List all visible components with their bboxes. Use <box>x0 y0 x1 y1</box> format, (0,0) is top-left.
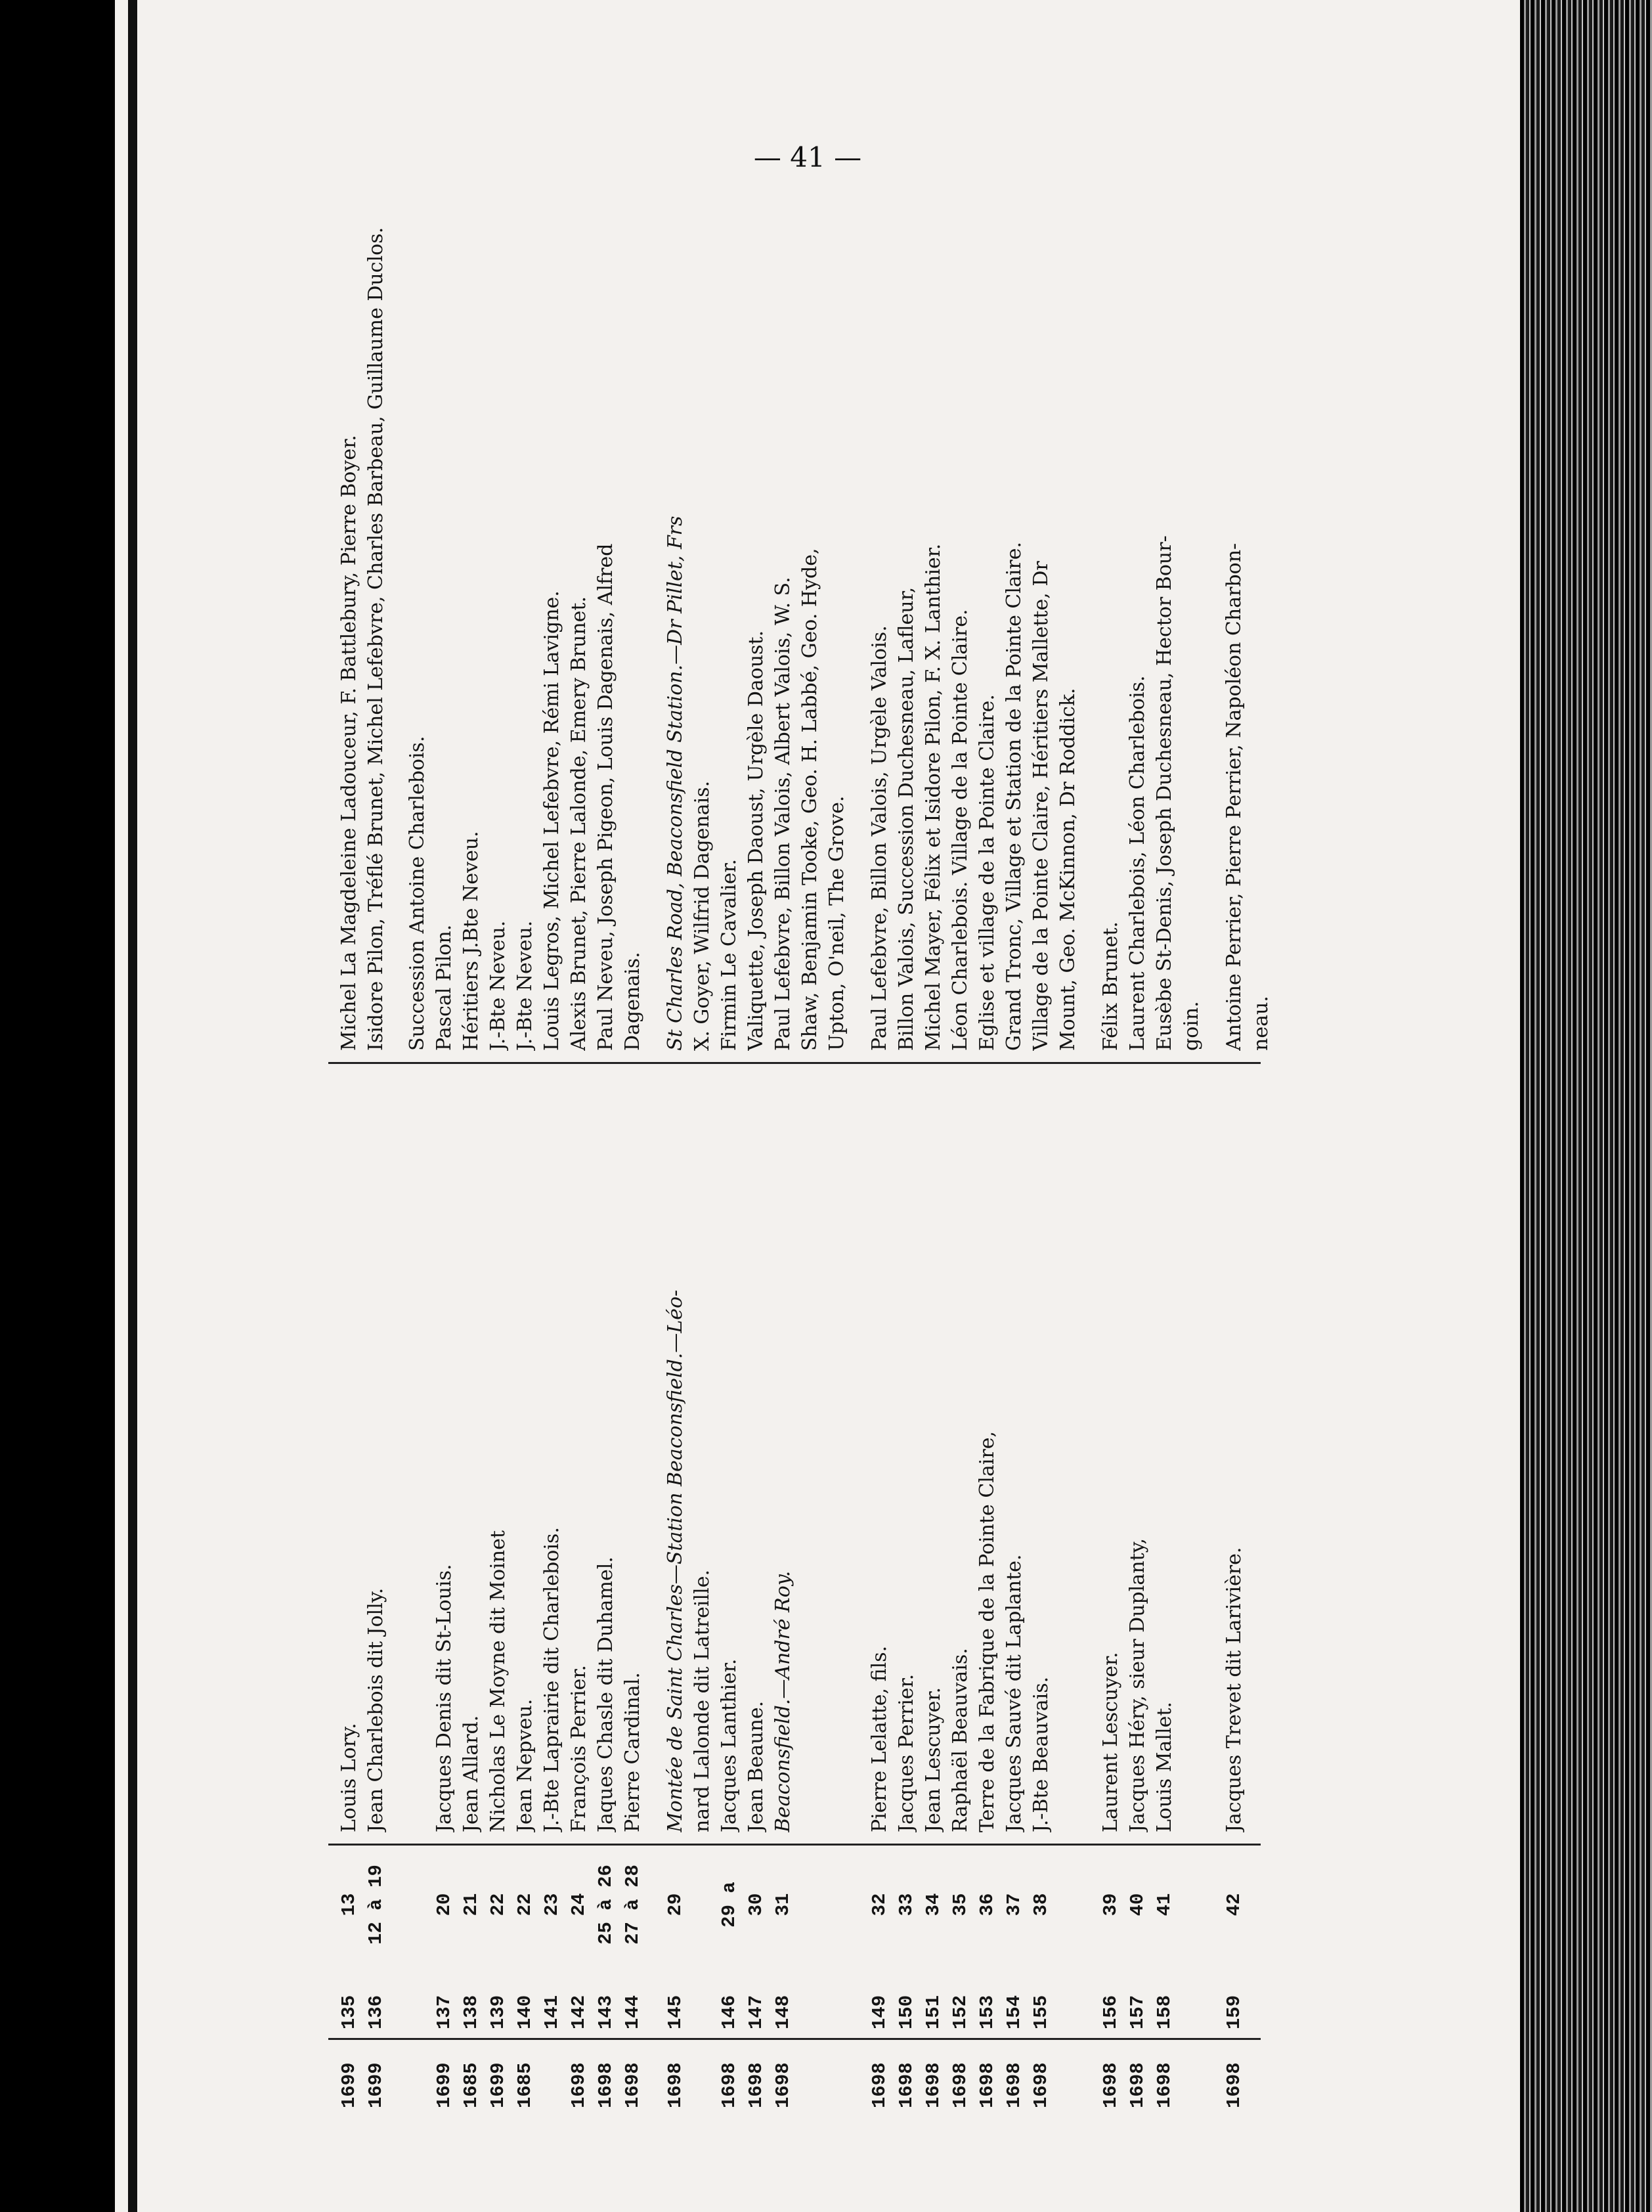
table-row <box>403 204 432 2108</box>
current-owner-cell: St Charles Road, Beaconsfield Station.—Dr Pillet, Frs <box>664 516 687 1051</box>
table-row <box>362 204 391 2108</box>
year-cell: 1698 <box>949 2062 971 2108</box>
year-cell: 1698 <box>1127 2062 1148 2108</box>
original-owner-cell: Pierre Cardinal. <box>621 1672 644 1832</box>
number-cell: 152 <box>949 1995 971 2029</box>
lot-cell: 41 <box>1154 1893 1175 1916</box>
original-owner-cell: Jean Charlebois dit Jolly. <box>364 1587 387 1832</box>
lot-cell: 34 <box>923 1893 944 1916</box>
original-owner-cell: Jacques Denis dit St-Louis. <box>433 1564 456 1832</box>
current-owner-cell: Valiquette, Joseph Daoust, Urgèle Daoust. <box>745 630 768 1051</box>
lot-cell: 20 <box>433 1893 455 1916</box>
table-row <box>457 204 486 2108</box>
lot-cell: 39 <box>1100 1893 1121 1916</box>
year-cell: 1698 <box>664 2062 686 2108</box>
lot-cell: 22 <box>514 1893 536 1916</box>
year-cell: 1698 <box>595 2062 617 2108</box>
number-cell: 140 <box>514 1995 536 2029</box>
number-cell: 145 <box>664 1995 686 2029</box>
lot-cell: 27 à 28 <box>622 1865 643 1945</box>
table-row <box>1000 204 1029 2108</box>
year-cell: 1698 <box>718 2062 740 2108</box>
current-owner-cell: J.-Bte Neveu. <box>487 920 510 1051</box>
number-cell: 156 <box>1100 1995 1121 2029</box>
number-cell: 155 <box>1030 1995 1052 2029</box>
table-row <box>1123 204 1152 2108</box>
original-owner-cell: Raphaël Beauvais. <box>949 1648 972 1832</box>
page-number: — 41 — <box>753 141 862 173</box>
current-owner-cell: Antoine Perrier, Pierre Perrier, Napoléon Charbon- <box>1223 542 1246 1051</box>
lot-cell: 30 <box>745 1893 767 1916</box>
lot-cell: 23 <box>541 1893 563 1916</box>
lot-cell: 25 à 26 <box>595 1865 617 1945</box>
current-owner-cell: Dagenais. <box>621 952 644 1051</box>
table-row <box>538 204 567 2108</box>
current-owner-cell: Pascal Pilon. <box>433 924 456 1051</box>
number-cell: 137 <box>433 1995 455 2029</box>
original-owner-cell: Jean Lescuyer. <box>922 1687 945 1832</box>
current-owner-cell: Louis Legros, Michel Lefebvre, Rémi Lavigne. <box>540 590 563 1051</box>
number-cell: 151 <box>923 1995 944 2029</box>
current-owner-cell: Billon Valois, Succession Duchesneau, Lafleur, <box>895 586 918 1051</box>
original-owner-cell: Nicholas Le Moyne dit Moinet <box>487 1530 510 1832</box>
lot-cell: 40 <box>1127 1893 1148 1916</box>
current-owner-cell: Paul Lefebvre, Billon Valois, Urgèle Valois. <box>868 625 891 1051</box>
number-cell: 150 <box>896 1995 917 2029</box>
year-cell: 1698 <box>976 2062 998 2108</box>
year-cell: 1698 <box>1003 2062 1025 2108</box>
number-cell: 149 <box>869 1995 890 2029</box>
number-cell: 135 <box>338 1995 360 2029</box>
rotated-table <box>328 204 1272 2108</box>
number-cell: 146 <box>718 1995 740 2029</box>
year-cell: 1698 <box>1154 2062 1175 2108</box>
current-owner-cell: Firmin Le Cavalier. <box>718 858 741 1051</box>
table-row <box>1177 204 1206 2108</box>
number-cell: 141 <box>541 1995 563 2029</box>
lot-cell: 33 <box>896 1893 917 1916</box>
table-row <box>511 204 540 2108</box>
lot-cell: 22 <box>487 1893 509 1916</box>
year-cell: 1698 <box>869 2062 890 2108</box>
table-row <box>430 204 459 2108</box>
original-owner-cell: Jean Nepveu. <box>513 1698 536 1832</box>
current-owner-cell: Michel Mayer, Félix et Isidore Pilon, F. X. Lanthier. <box>922 543 945 1051</box>
table-row <box>796 204 825 2108</box>
binding-line <box>128 0 137 2212</box>
original-owner-cell: Jean Allard. <box>460 1715 483 1832</box>
page-edges <box>1520 0 1652 2212</box>
table-row <box>973 204 1002 2108</box>
original-owner-cell: Jacques Trevet dit Larivière. <box>1223 1547 1246 1832</box>
table-row <box>661 204 690 2108</box>
number-cell: 142 <box>568 1995 590 2029</box>
table-row <box>565 204 594 2108</box>
current-owner-cell: Paul Lefebvre, Billon Valois, Albert Valois, W. S. <box>772 577 794 1051</box>
current-owner-cell: Isidore Pilon, Tréflé Brunet, Michel Lefebvre, Charles Barbeau, Guillaume Duclos. <box>364 227 387 1051</box>
current-owner-cell: Eusèbe St-Denis, Joseph Duchesneau, Hector Bour- <box>1153 535 1176 1051</box>
original-owner-cell: Terre de la Fabrique de la Pointe Claire, <box>976 1430 999 1832</box>
year-cell: 1698 <box>896 2062 917 2108</box>
original-owner-cell: Jaques Chasle dit Duhamel. <box>594 1557 617 1832</box>
current-owner-cell: goin. <box>1180 1001 1203 1051</box>
original-owner-cell: J.-Bte Laprairie dit Charlebois. <box>540 1527 563 1832</box>
number-cell: 154 <box>1003 1995 1025 2029</box>
table-row <box>592 204 620 2108</box>
lot-cell: 13 <box>338 1893 360 1916</box>
original-owner-cell: J.-Bte Beauvais. <box>1030 1676 1053 1832</box>
year-cell: 1698 <box>1100 2062 1121 2108</box>
year-cell: 1698 <box>923 2062 944 2108</box>
lot-cell: 12 à 19 <box>365 1865 387 1945</box>
current-owner-cell: Upton, O'neil, The Grove. <box>825 795 848 1051</box>
current-owner-cell: Succession Antoine Charlebois. <box>406 736 429 1051</box>
year-cell: 1698 <box>745 2062 767 2108</box>
year-cell: 1699 <box>433 2062 455 2108</box>
current-owner-cell: Léon Charlebois. Village de la Pointe Claire. <box>949 609 972 1051</box>
current-owner-cell: Mount, Geo. McKinnon, Dr Roddick. <box>1056 688 1079 1051</box>
current-owner-cell: Village de la Pointe Claire, Héritiers Mallette, Dr <box>1030 561 1053 1051</box>
number-cell: 144 <box>622 1995 643 2029</box>
year-cell: 1685 <box>460 2062 482 2108</box>
number-cell: 158 <box>1154 1995 1175 2029</box>
scan-left-margin <box>0 0 115 2212</box>
year-cell: 1699 <box>338 2062 360 2108</box>
lot-cell: 24 <box>568 1893 590 1916</box>
number-cell: 157 <box>1127 1995 1148 2029</box>
current-owner-cell: Eglise et village de la Pointe Claire. <box>976 694 999 1051</box>
number-cell: 138 <box>460 1995 482 2029</box>
table-row <box>484 204 513 2108</box>
year-cell: 1698 <box>1223 2062 1245 2108</box>
year-cell: 1698 <box>568 2062 590 2108</box>
current-owner-cell: neau. <box>1250 996 1272 1051</box>
original-owner-cell: Louis Mallet. <box>1153 1702 1176 1832</box>
year-cell: 1699 <box>365 2062 387 2108</box>
number-cell: 147 <box>745 1995 767 2029</box>
number-cell: 148 <box>772 1995 794 2029</box>
lot-cell: 35 <box>949 1893 971 1916</box>
table-row <box>892 204 921 2108</box>
original-owner-cell: Beaconsfield.—André Roy. <box>772 1570 794 1832</box>
current-owner-cell: J.-Bte Neveu. <box>513 920 536 1051</box>
table-row <box>1027 204 1056 2108</box>
number-cell: 153 <box>976 1995 998 2029</box>
original-owner-cell: Jacques Lanthier. <box>718 1658 741 1832</box>
table-row <box>1220 204 1249 2108</box>
lot-cell: 32 <box>869 1893 890 1916</box>
current-owner-cell: Michel La Magdeleine Ladouceur, F. Battlebury, Pierre Boyer. <box>337 435 360 1051</box>
current-owner-cell: Alexis Brunet, Pierre Lalonde, Emery Brunet. <box>567 596 590 1051</box>
lot-cell: 42 <box>1223 1893 1245 1916</box>
original-owner-cell: Louis Lory. <box>337 1723 360 1832</box>
table-row <box>1150 204 1179 2108</box>
table-row <box>946 204 975 2108</box>
lot-cell: 37 <box>1003 1893 1025 1916</box>
original-owner-cell: Jacques Héry, sieur Duplanty, <box>1126 1537 1149 1832</box>
current-owner-cell: X. Goyer, Wilfrid Dagenais. <box>691 780 714 1051</box>
current-owner-cell: Laurent Charlebois, Léon Charlebois. <box>1126 675 1149 1051</box>
original-owner-cell: François Perrier. <box>567 1665 590 1832</box>
lot-cell: 31 <box>772 1893 794 1916</box>
table-row <box>335 204 364 2108</box>
number-cell: 139 <box>487 1995 509 2029</box>
year-cell: 1699 <box>487 2062 509 2108</box>
original-owner-cell: Pierre Lelatte, fils. <box>868 1645 891 1832</box>
lot-cell: 38 <box>1030 1893 1052 1916</box>
table-row <box>769 204 798 2108</box>
current-owner-cell: Paul Neveu, Joseph Pigeon, Louis Dagenais, Alfred <box>594 543 617 1051</box>
current-owner-cell: Shaw, Benjamin Tooke, Geo. H. Labbé, Geo. Hyde, <box>798 548 821 1051</box>
year-cell: 1685 <box>514 2062 536 2108</box>
table-row <box>688 204 717 2108</box>
original-owner-cell: Laurent Lescuyer. <box>1099 1652 1122 1832</box>
number-cell: 143 <box>595 1995 617 2029</box>
number-cell: 136 <box>365 1995 387 2029</box>
current-owner-cell: Grand Tronc, Village et Station de la Pointe Claire. <box>1003 541 1026 1051</box>
table-row <box>823 204 852 2108</box>
year-cell: 1698 <box>1030 2062 1052 2108</box>
lot-cell: 29 <box>664 1893 686 1916</box>
original-owner-cell: Montée de Saint Charles—Station Beaconsfield.—Léo- <box>664 1289 687 1832</box>
table-row <box>715 204 744 2108</box>
lot-cell: 36 <box>976 1893 998 1916</box>
table-row <box>1097 204 1125 2108</box>
table-row <box>865 204 894 2108</box>
original-owner-cell: Jacques Perrier. <box>895 1673 918 1832</box>
current-owner-cell: Félix Brunet. <box>1099 921 1122 1051</box>
table-row <box>1054 204 1083 2108</box>
original-owner-cell: Jacques Sauvé dit Laplante. <box>1003 1554 1026 1832</box>
lot-cell: 29 a <box>718 1882 740 1928</box>
current-owner-cell: Héritiers J.Bte Neveu. <box>460 831 483 1051</box>
lot-cell: 21 <box>460 1893 482 1916</box>
year-cell: 1698 <box>772 2062 794 2108</box>
number-cell: 159 <box>1223 1995 1245 2029</box>
table-row <box>619 204 647 2108</box>
table-row <box>1247 204 1276 2108</box>
table-row <box>742 204 771 2108</box>
table-row <box>919 204 948 2108</box>
original-owner-cell: nard Lalonde dit Latreille. <box>691 1570 714 1832</box>
original-owner-cell: Jean Beaune. <box>745 1700 768 1832</box>
year-cell: 1698 <box>622 2062 643 2108</box>
